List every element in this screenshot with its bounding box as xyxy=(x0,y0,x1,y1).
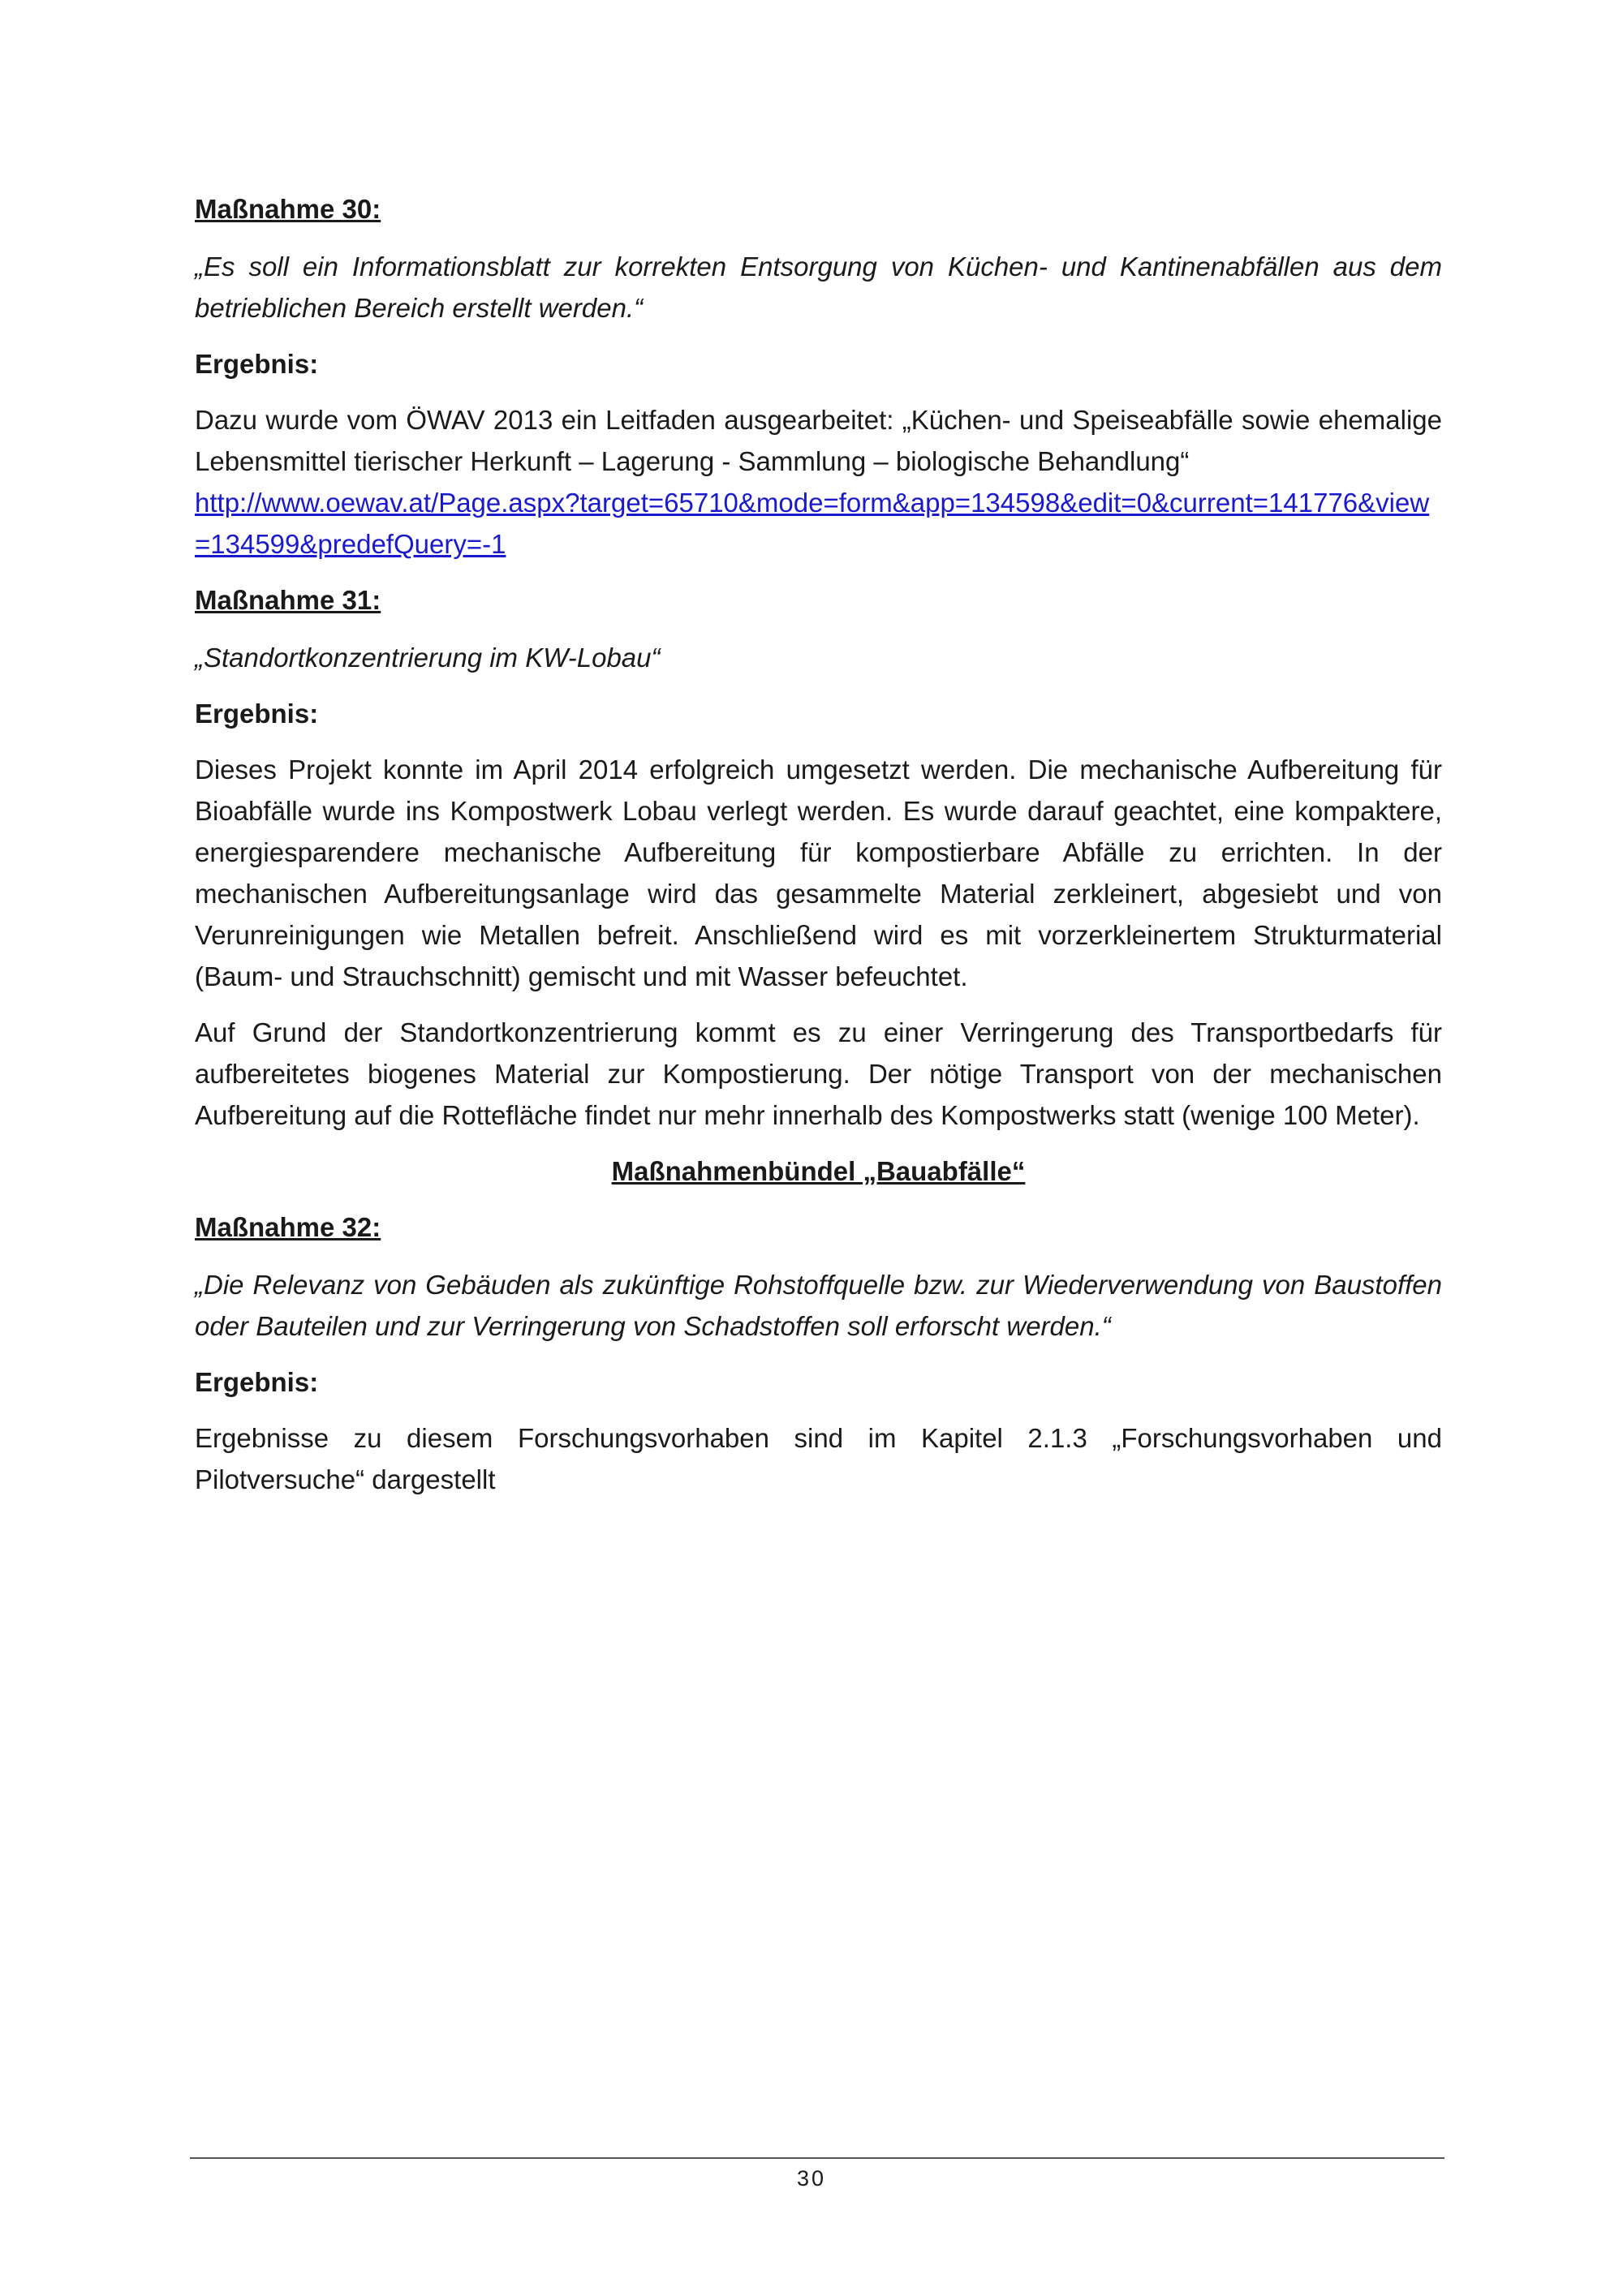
page-number: 30 xyxy=(796,2166,827,2191)
measure-31-title: Maßnahme 31: xyxy=(195,585,381,615)
footer-divider xyxy=(190,2157,1444,2159)
measure-31-result-text-1: Dieses Projekt konnte im April 2014 erfolgreich umgesetzt werden. Die mechanische Aufbereitung für Bioabfälle wurde ins Kompostwerk Lobau verlegt werden. Es wurde darauf geachtet, eine kompaktere, energiesparendere mechanische Aufbereitung für kompostierbare Abfälle zu errichten. In der mechanischen Aufbereitungsanlage wird das gesammelte Material zerkleinert, abgesiebt und von Verunreinigungen wie Metallen befreit. Anschließend wird es mit vorzerkleinertem Strukturmaterial (Baum- und Strauchschnitt) gemischt und mit Wasser befeuchtet. xyxy=(195,755,1442,991)
measure-32-quote: „Die Relevanz von Gebäuden als zukünftige Rohstoffquelle bzw. zur Wiederverwendung von Baustoffen oder Bauteilen und zur Verringerung von Schadstoffen soll erforscht werden.“ xyxy=(195,1270,1442,1341)
measure-30-title: Maßnahme 30: xyxy=(195,194,381,224)
oewav-guideline-link[interactable]: http://www.oewav.at/Page.aspx?target=65710&mode=form&app=134598&edit=0&current=141776&view=134599&predefQuery=-1 xyxy=(195,488,1430,559)
measure-30-result-label: Ergebnis: xyxy=(195,349,319,379)
document-page xyxy=(195,188,1442,1500)
bundle-bauabfaelle-title: Maßnahmenbündel „Bauabfälle“ xyxy=(611,1156,1026,1186)
measure-31-result-label: Ergebnis: xyxy=(195,699,319,729)
measure-32-result-label: Ergebnis: xyxy=(195,1367,319,1397)
measure-30-quote: „Es soll ein Informationsblatt zur korrekten Entsorgung von Küchen- und Kantinenabfällen aus dem betrieblichen Bereich erstellt werden.“ xyxy=(195,252,1442,323)
measure-30-result-text: Dazu wurde vom ÖWAV 2013 ein Leitfaden ausgearbeitet: „Küchen- und Speiseabfälle sowie ehemalige Lebensmittel tierischer Herkunft – Lagerung - Sammlung – biologische Behandlung“ xyxy=(195,405,1442,476)
measure-31-result-text-2: Auf Grund der Standortkonzentrierung kommt es zu einer Verringerung des Transportbedarfs für aufbereitetes biogenes Material zur Kompostierung. Der nötige Transport von der mechanischen Aufbereitung auf die Rottefläche findet nur mehr innerhalb des Kompostwerks statt (wenige 100 Meter). xyxy=(195,1017,1442,1130)
measure-32-title: Maßnahme 32: xyxy=(195,1212,381,1242)
measure-32-result-text: Ergebnisse zu diesem Forschungsvorhaben sind im Kapitel 2.1.3 „Forschungsvorhaben und Pilotversuche“ dargestellt xyxy=(195,1423,1442,1494)
measure-31-quote: „Standortkonzentrierung im KW-Lobau“ xyxy=(195,643,661,673)
